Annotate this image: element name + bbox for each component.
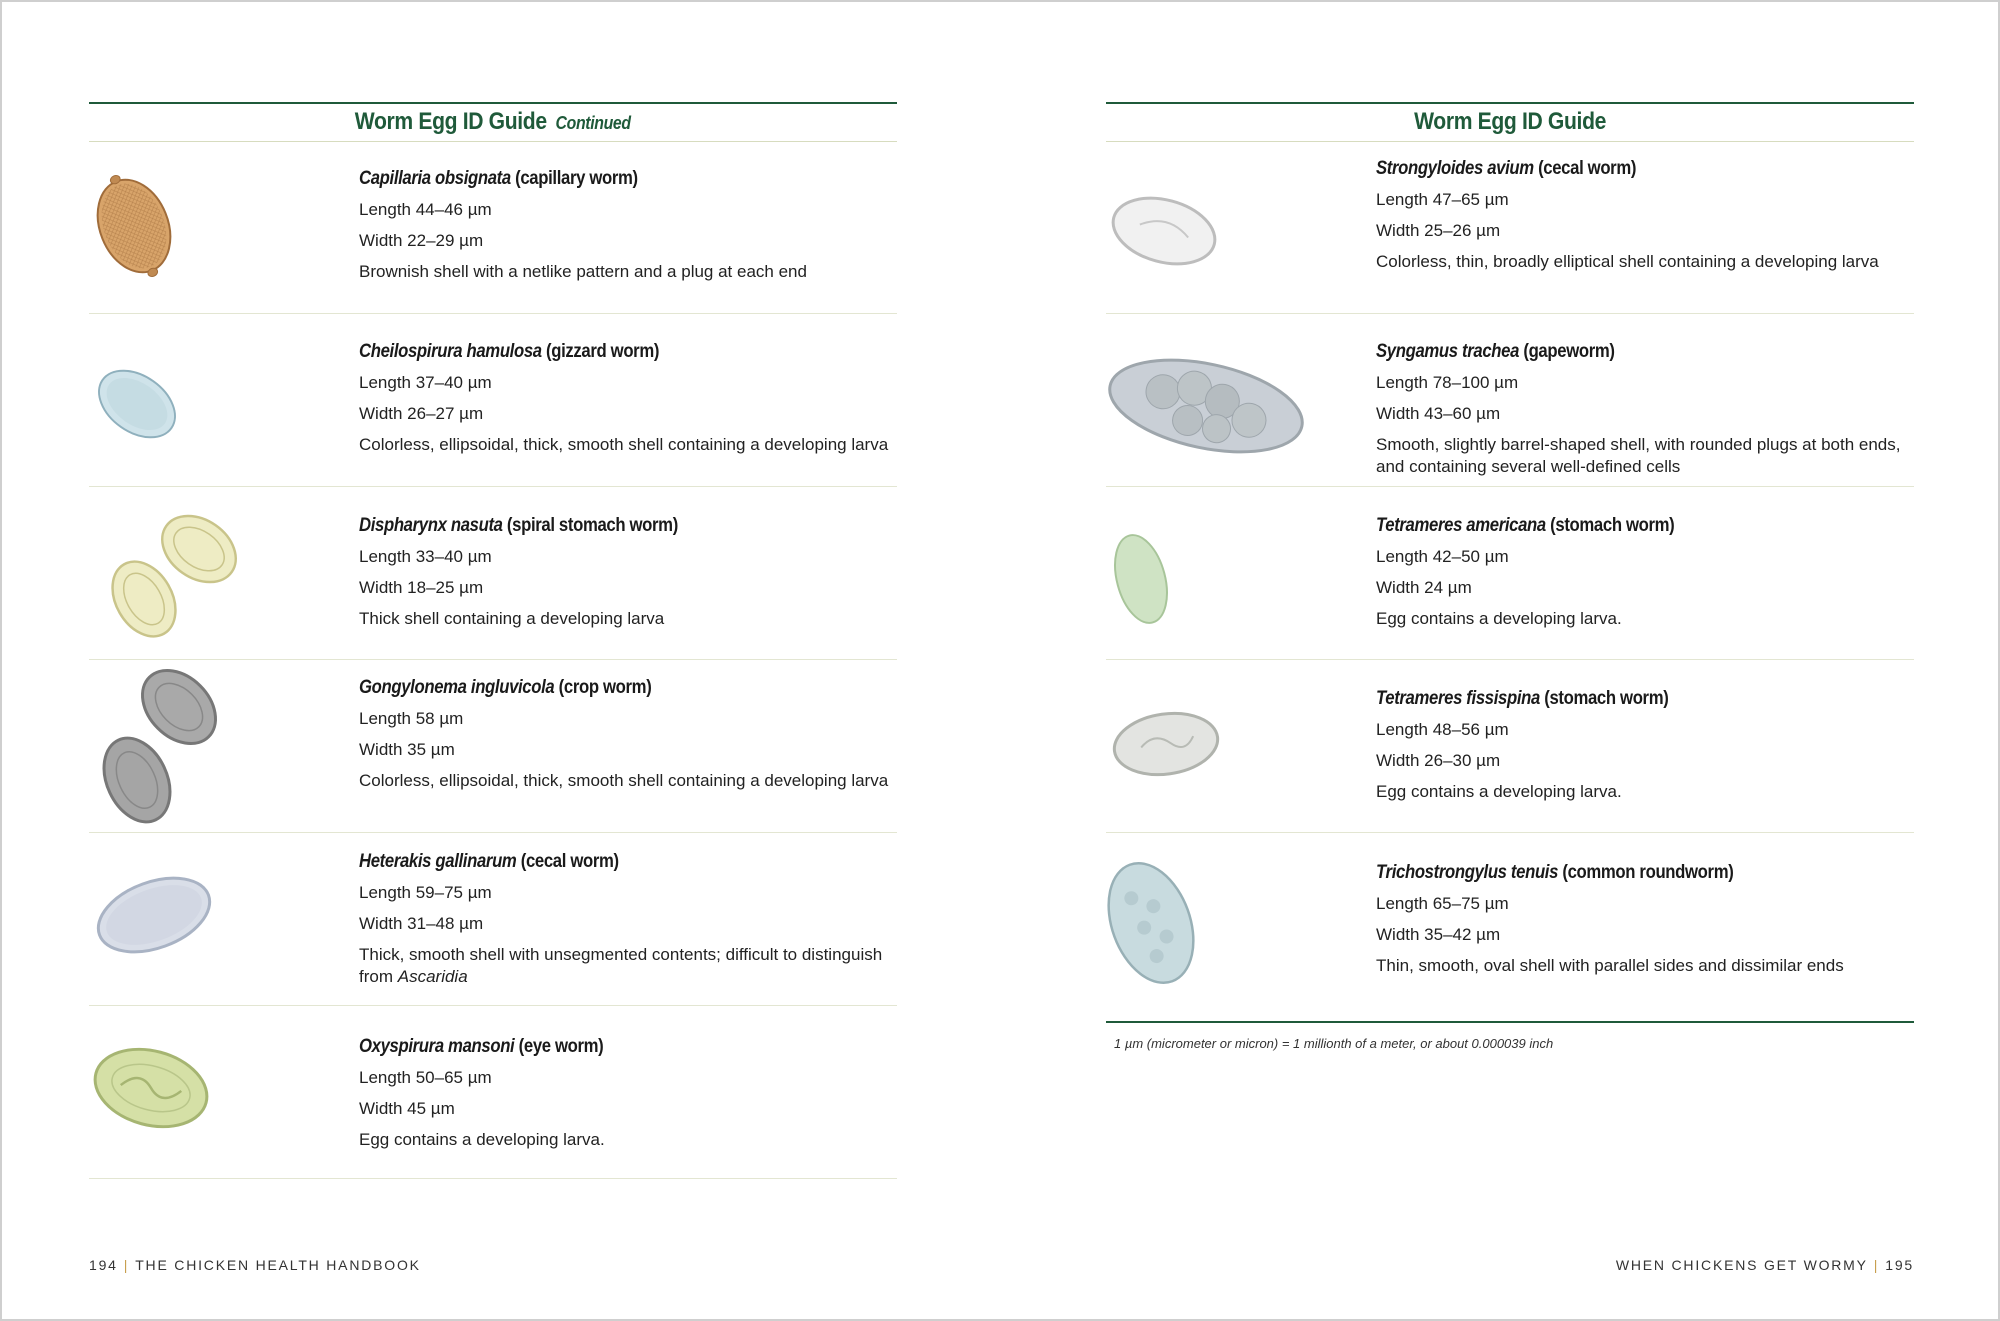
footnote-rule: [1106, 1021, 1914, 1023]
egg-width: Width 35 µm: [359, 740, 455, 759]
egg-details: [1376, 515, 1916, 630]
tetrameres-americana-egg-icon: [1106, 487, 1266, 660]
egg-description: Colorless, thin, broadly elliptical shell containing a developing larva: [1376, 252, 1879, 271]
egg-length: Length 42–50 µm: [1376, 547, 1509, 566]
egg-description: Colorless, ellipsoidal, thick, smooth shell containing a developing larva: [359, 771, 889, 790]
egg-entry: [89, 487, 897, 660]
page-number: 195: [1885, 1257, 1914, 1273]
running-head: WHEN CHICKENS GET WORMY: [1615, 1257, 1868, 1273]
footnote: 1 µm (micrometer or micron) = 1 millionth of a meter, or about 0.000039 inch: [1114, 1036, 1554, 1051]
species-name: Capillaria obsignata (capillary worm): [359, 168, 638, 189]
page-number: 194: [89, 1257, 118, 1273]
species-name: Syngamus trachea (gapeworm): [1376, 341, 1615, 362]
species-name: Tetrameres fissispina (stomach worm): [1376, 688, 1669, 709]
egg-width: Width 43–60 µm: [1376, 404, 1501, 423]
left-page: [89, 2, 897, 1321]
egg-details: [359, 515, 899, 630]
species-name: Tetrameres americana (stomach worm): [1376, 515, 1675, 536]
guide-header: [1106, 102, 1914, 142]
guide-title: Worm Egg ID Guide: [1414, 108, 1606, 135]
egg-width: Width 26–30 µm: [1376, 751, 1501, 770]
egg-description: Smooth, slightly barrel-shaped shell, with rounded plugs at both ends, and containing several well-defined cells: [1376, 435, 1901, 476]
egg-length: Length 50–65 µm: [359, 1068, 492, 1087]
egg-entry: [1106, 487, 1914, 660]
page-folio: WHEN CHICKENS GET WORMY | 195: [1615, 1257, 1914, 1273]
egg-details: [359, 851, 899, 988]
egg-entry: [89, 1006, 897, 1179]
egg-entry: [89, 141, 897, 314]
egg-description: Egg contains a developing larva.: [1376, 609, 1622, 628]
strongyloides-egg-icon: [1106, 141, 1266, 314]
egg-length: Length 58 µm: [359, 709, 464, 728]
egg-length: Length 48–56 µm: [1376, 720, 1509, 739]
tetrameres-fissispina-egg-icon: [1106, 660, 1266, 833]
egg-width: Width 25–26 µm: [1376, 221, 1501, 240]
egg-description: Thick, smooth shell with unsegmented contents; difficult to distinguish from Ascaridia: [359, 945, 883, 986]
egg-width: Width 45 µm: [359, 1099, 455, 1118]
egg-details: [359, 168, 899, 283]
egg-details: [359, 1036, 899, 1151]
dispharynx-eggs-icon: [89, 487, 249, 660]
egg-length: Length 65–75 µm: [1376, 894, 1509, 913]
egg-entry: [89, 833, 897, 1006]
egg-description: Thick shell containing a developing larva: [359, 609, 665, 628]
egg-entry: [1106, 833, 1914, 1006]
egg-length: Length 59–75 µm: [359, 883, 492, 902]
egg-description: Egg contains a developing larva.: [359, 1130, 605, 1149]
species-name: Gongylonema ingluvicola (crop worm): [359, 677, 652, 698]
capillaria-egg-icon: [89, 141, 249, 314]
egg-description: Thin, smooth, oval shell with parallel sides and dissimilar ends: [1376, 956, 1844, 975]
species-name: Oxyspirura mansoni (eye worm): [359, 1036, 604, 1057]
egg-width: Width 24 µm: [1376, 578, 1472, 597]
syngamus-egg-icon: [1106, 314, 1266, 487]
running-head: THE CHICKEN HEALTH HANDBOOK: [135, 1257, 421, 1273]
egg-length: Length 33–40 µm: [359, 547, 492, 566]
egg-width: Width 35–42 µm: [1376, 925, 1501, 944]
egg-width: Width 18–25 µm: [359, 578, 484, 597]
egg-entry: [1106, 314, 1914, 487]
egg-length: Length 78–100 µm: [1376, 373, 1519, 392]
egg-entry: [89, 660, 897, 833]
egg-width: Width 31–48 µm: [359, 914, 484, 933]
egg-length: Length 44–46 µm: [359, 200, 492, 219]
egg-details: [359, 341, 899, 456]
egg-details: [1376, 688, 1916, 803]
egg-width: Width 26–27 µm: [359, 404, 484, 423]
page-folio: 194 | THE CHICKEN HEALTH HANDBOOK: [89, 1257, 421, 1273]
egg-description: Brownish shell with a netlike pattern and a plug at each end: [359, 262, 807, 281]
species-name: Cheilospirura hamulosa (gizzard worm): [359, 341, 660, 362]
cheilospirura-egg-icon: [89, 314, 249, 487]
egg-description: Egg contains a developing larva.: [1376, 782, 1622, 801]
egg-entry: [1106, 141, 1914, 314]
guide-title: Worm Egg ID Guide Continued: [355, 108, 631, 135]
species-name: Strongyloides avium (cecal worm): [1376, 158, 1637, 179]
egg-details: [1376, 158, 1916, 273]
egg-width: Width 22–29 µm: [359, 231, 484, 250]
oxyspirura-egg-icon: [89, 1006, 249, 1179]
species-name: Dispharynx nasuta (spiral stomach worm): [359, 515, 678, 536]
species-name: Trichostrongylus tenuis (common roundworm): [1376, 862, 1734, 883]
egg-details: [1376, 341, 1916, 478]
egg-details: [1376, 862, 1916, 977]
egg-length: Length 47–65 µm: [1376, 190, 1509, 209]
guide-header: [89, 102, 897, 142]
trichostrongylus-egg-icon: [1106, 833, 1266, 1006]
egg-entry: [1106, 660, 1914, 833]
species-name: Heterakis gallinarum (cecal worm): [359, 851, 619, 872]
egg-length: Length 37–40 µm: [359, 373, 492, 392]
egg-description: Colorless, ellipsoidal, thick, smooth shell containing a developing larva: [359, 435, 889, 454]
guide-title-continued: Continued: [555, 113, 631, 133]
egg-details: [359, 677, 899, 792]
egg-entry: [89, 314, 897, 487]
gongylonema-eggs-icon: [89, 660, 249, 833]
right-page: [1106, 2, 1914, 1321]
heterakis-egg-icon: [89, 833, 249, 1006]
